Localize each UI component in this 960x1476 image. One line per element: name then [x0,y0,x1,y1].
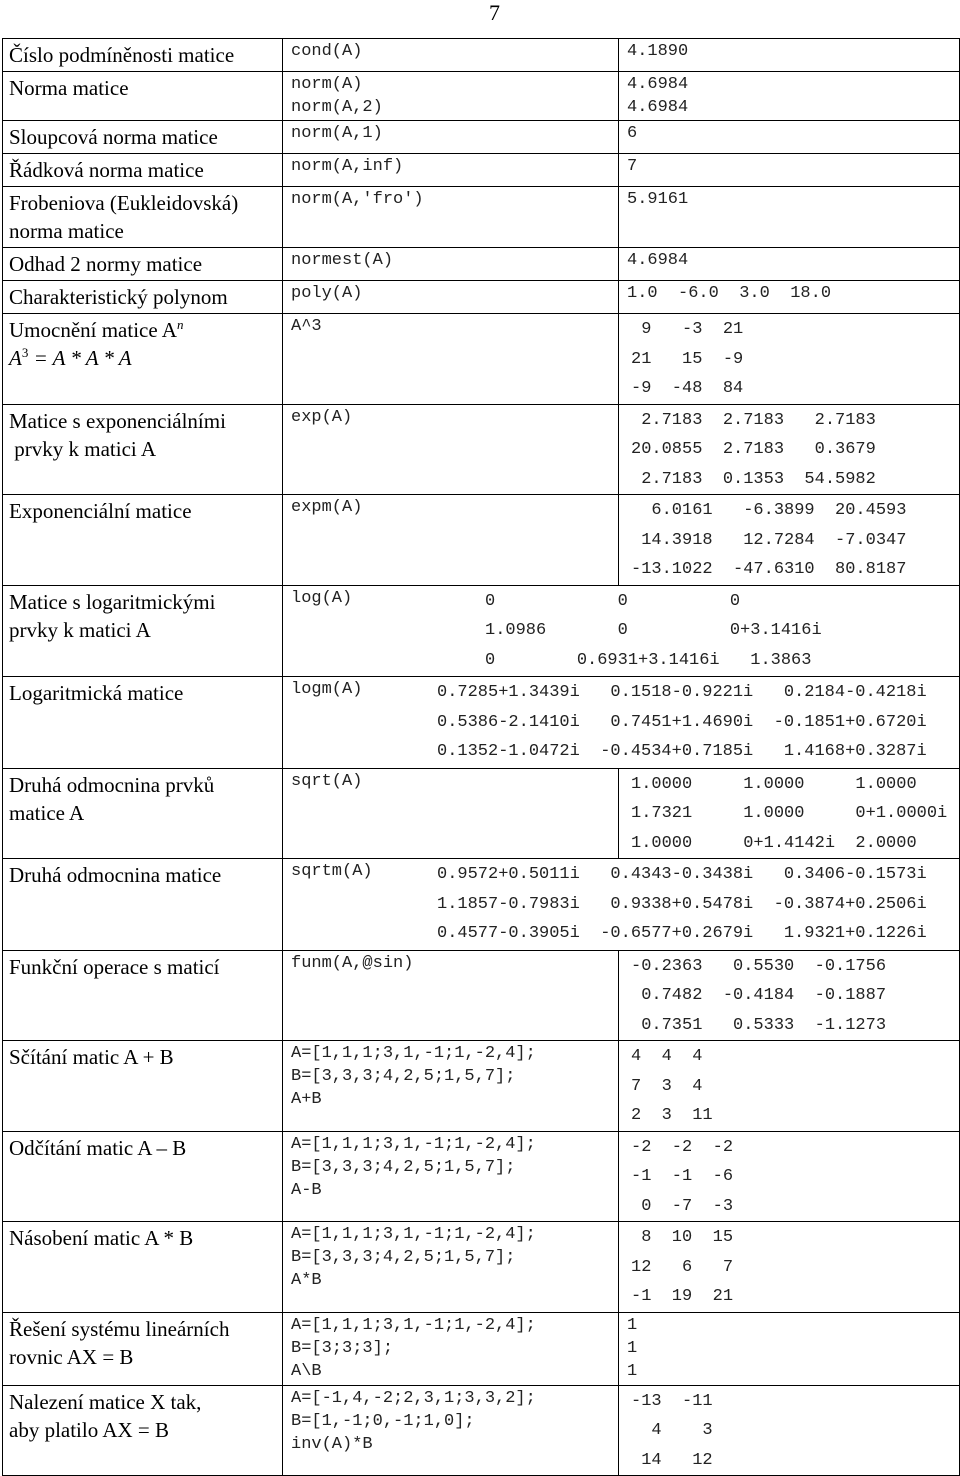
table-row [3,72,960,121]
row-description: Druhá odmocnina matice [9,863,222,887]
table-row [3,39,960,72]
row-description: Norma matice [9,76,129,100]
row-description: Exponenciální matice [9,499,192,523]
row-command: cond(A) [291,42,363,61]
row-result: 8 10 15 12 6 7 -1 19 21 [631,1228,734,1306]
row-result: 0.7285+1.3439i 0.1518-0.9221i 0.2184-0.4218i 0.5386-2.1410i 0.7451+1.4690i -0.1851+0.6720i 0.1352-1.0472i -0.4534+0.7185i 1.4168+0.3287i [437,683,927,761]
row-command: expm(A) [291,498,363,517]
row-description: Matice s logaritmickými prvky k matici A [9,589,216,642]
row-command: logm(A) [291,680,363,699]
matlab-functions-table [2,38,960,1476]
row-command: sqrtm(A) [291,862,373,881]
row-description: Sloupcová norma matice [9,125,218,149]
row-command: norm(A,inf) [291,157,404,176]
row-result: 9 -3 21 21 15 -9 -9 -48 84 [631,320,744,398]
row-result: 4.6984 4.6984 [627,75,689,117]
row-description: Frobeniova (Eukleidovská) norma matice [9,191,239,243]
row-result: 6.0161 -6.3899 20.4593 14.3918 12.7284 -7.0347 -13.1022 -47.6310 80.8187 [631,501,907,579]
table-row [3,404,960,495]
row-command: sqrt(A) [291,771,363,791]
row-command: funm(A,@sin) [291,953,414,973]
row-result: 4.6984 [627,251,689,270]
power-example-exponent: 3 [21,345,29,360]
row-command: exp(A) [291,407,353,427]
row-result: -13 -11 4 3 14 12 [631,1391,713,1470]
row-command: normest(A) [291,251,394,270]
table-row [3,121,960,154]
row-command: A=[1,1,1;3,1,-1;1,-2,4]; B=[3,3,3;4,2,5;1,5,7]; A+B [291,1044,536,1109]
row-command: poly(A) [291,284,363,303]
row-result: 1.0 -6.0 3.0 18.0 [627,284,832,303]
row-result: 2.7183 2.7183 2.7183 20.0855 2.7183 0.3679 2.7183 0.1353 54.5982 [631,410,876,489]
row-description: Matice s exponenciálními prvky k matici A [9,408,226,461]
row-command: log(A) [291,588,353,608]
table-row [3,1131,960,1222]
row-result: 5.9161 [627,190,689,209]
table-row [3,950,960,1041]
row-description: Odhad 2 normy matice [9,252,203,276]
row-description: Druhá odmocnina prvků matice A [9,772,215,825]
page-number: 7 [489,0,500,25]
table-row [3,1041,960,1132]
row-result: 7 [627,157,638,176]
row-description [3,314,282,374]
row-command: A=[-1,4,-2;2,3,1;3,3,2]; B=[1,-1;0,-1;1,0]; inv(A)*B [291,1388,536,1454]
table-row [3,187,960,248]
row-description: Odčítání matic A – B [9,1135,187,1160]
row-description: Sčítání matic A + B [9,1045,174,1069]
row-command: A=[1,1,1;3,1,-1;1,-2,4]; B=[3,3,3;4,2,5;1,5,7]; A-B [291,1134,536,1200]
table-row [3,768,960,859]
row-command: norm(A,1) [291,124,383,143]
power-label: Umocnění matice A [9,318,177,342]
row-result: 4.1890 [627,42,689,61]
table-row [3,1312,960,1385]
row-result: 6 [627,124,638,143]
row-description: Nalezení matice X tak, aby platilo AX = B [9,1389,202,1442]
row-command: norm(A,'fro') [291,190,424,209]
row-result: 1 1 1 [627,1315,638,1381]
table-row [3,1222,960,1313]
table-row [3,677,960,769]
row-description: Funkční operace s maticí [9,954,220,979]
row-description: Řádková norma matice [9,158,204,182]
power-example-base: A [9,346,22,370]
table-row [3,1385,960,1476]
row-result: -0.2363 0.5530 -0.1756 0.7482 -0.4184 -0.1887 0.7351 0.5333 -1.1273 [631,956,887,1035]
table-row [3,859,960,951]
table-row [3,248,960,281]
row-description: Násobení matic A * B [9,1226,194,1250]
table-row [3,585,960,677]
row-description: Logaritmická matice [9,681,184,705]
table-row [3,281,960,314]
table-row [3,495,960,586]
row-command: A=[1,1,1;3,1,-1;1,-2,4]; B=[3;3;3]; A\B [291,1315,536,1381]
row-command: A^3 [291,317,322,336]
row-result: -2 -2 -2 -1 -1 -6 0 -7 -3 [631,1137,734,1216]
power-example-expansion: = A * A * A [28,346,132,370]
row-result: 4 4 4 7 3 4 2 3 11 [631,1047,713,1125]
row-command: norm(A) norm(A,2) [291,75,383,117]
row-description: Číslo podmíněnosti matice [9,43,235,67]
row-description: Charakteristický polynom [9,285,228,309]
row-result: 1.0000 1.0000 1.0000 1.7321 1.0000 0+1.0000i 1.0000 0+1.4142i 2.0000 [631,774,948,853]
row-command: A=[1,1,1;3,1,-1;1,-2,4]; B=[3,3,3;4,2,5;1,5,7]; A*B [291,1225,536,1290]
row-result: 0.9572+0.5011i 0.4343-0.3438i 0.3406-0.1573i 1.1857-0.7983i 0.9338+0.5478i -0.3874+0.2506i 0.4577-0.3905i -0.6577+0.2679i 1.9321+0.1226i [437,865,927,943]
row-result: 0 0 0 1.0986 0 0+3.1416i 0 0.6931+3.1416i 1.3863 [485,591,822,670]
table-row [3,154,960,187]
power-exponent: n [176,317,184,332]
table-row [3,314,960,405]
row-description: Řešení systému lineárních rovnic AX = B [9,1316,230,1369]
